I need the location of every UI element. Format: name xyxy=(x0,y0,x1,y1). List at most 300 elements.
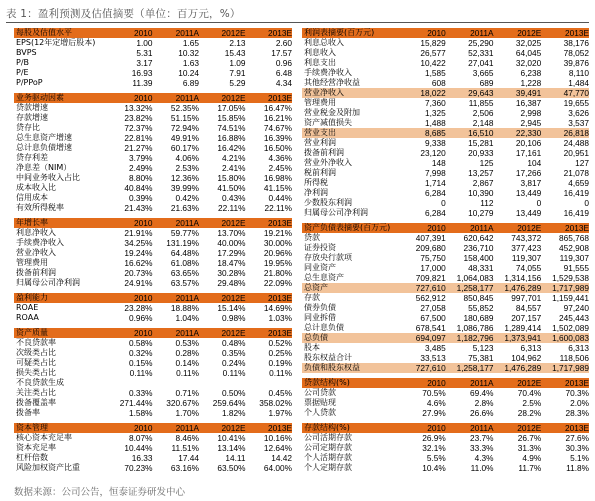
cell-value: 452,908 xyxy=(559,243,589,253)
table-row xyxy=(14,278,292,288)
cell-value: 2.60 xyxy=(275,38,292,48)
cell-value: 29.48% xyxy=(217,278,246,288)
cell-value: 0.58% xyxy=(128,338,153,348)
cell-value: 0.32% xyxy=(128,348,153,358)
cell-value: 0.11% xyxy=(269,368,292,378)
section-title: 盈利能力 xyxy=(14,293,106,303)
cell-value: 49.91% xyxy=(170,133,199,143)
row-label: 贷款增速 xyxy=(16,103,48,112)
cell-value: 23,120 xyxy=(420,148,446,158)
cell-value: 997,701 xyxy=(511,293,542,303)
row-label: 拨备前利润 xyxy=(304,148,344,157)
cell-value: 2.41% xyxy=(221,163,246,173)
cell-value: 1,717,989 xyxy=(541,283,589,293)
table-row xyxy=(302,323,589,333)
cell-value xyxy=(106,378,153,388)
cell-value: 158,400 xyxy=(463,253,494,263)
row-label: 成本收入比 xyxy=(16,183,56,192)
cell-value: 5.5% xyxy=(426,453,446,463)
row-label: 税前利润 xyxy=(304,168,336,177)
cell-value: 21.80% xyxy=(263,268,292,278)
cell-value: 20,933 xyxy=(468,148,494,158)
table-row xyxy=(14,313,292,323)
cell-value: 6,238 xyxy=(520,68,542,78)
table-row xyxy=(14,68,292,78)
row-label: 归属母公司净利润 xyxy=(304,208,368,217)
cell-value: 33,513 xyxy=(420,353,446,363)
cell-value: 17,266 xyxy=(515,168,542,178)
cell-value: 39.99% xyxy=(170,183,199,193)
section-title: 资产质量 xyxy=(14,328,106,338)
row-label: 营业外净收入 xyxy=(304,158,352,167)
cell-value: 0.96% xyxy=(128,313,153,323)
table-row xyxy=(14,268,292,278)
row-label: 资本充足率 xyxy=(16,443,56,452)
section-header xyxy=(14,293,292,303)
cell-value: 15.85% xyxy=(217,113,246,123)
cell-value: 11.7% xyxy=(518,463,542,473)
year-header: 2011A xyxy=(446,378,494,388)
cell-value: 64.48% xyxy=(170,248,199,258)
cell-value: 620,642 xyxy=(463,233,494,243)
cell-value: 27.9% xyxy=(422,408,446,418)
row-label: 公司定期存款 xyxy=(304,443,352,452)
table-row xyxy=(14,388,292,398)
table-row xyxy=(302,233,589,243)
cell-value: 72.37% xyxy=(124,123,153,133)
year-header: 2013E xyxy=(541,378,589,388)
cell-value: 13,449 xyxy=(515,188,542,198)
row-label: 可疑类占比 xyxy=(16,358,56,367)
cell-value xyxy=(153,378,200,388)
table-row xyxy=(14,228,292,238)
cell-value: 9,338 xyxy=(424,138,446,148)
table-row xyxy=(302,128,589,138)
table-row xyxy=(302,58,589,68)
table-row xyxy=(302,188,589,198)
cell-value: 17,000 xyxy=(420,263,446,273)
section-title: 年增长率 xyxy=(14,218,106,228)
cell-value: 21.91% xyxy=(124,228,153,238)
cell-value: 2.53% xyxy=(175,163,199,173)
table-row xyxy=(14,258,292,268)
cell-value: 13.32% xyxy=(124,103,153,113)
row-label: 少数股东利润 xyxy=(304,198,352,207)
cell-value: 1,717,989 xyxy=(541,363,589,373)
table-row xyxy=(14,463,292,473)
row-label: 个人贷款 xyxy=(304,408,336,417)
row-label: 净利润 xyxy=(304,188,328,197)
table-row xyxy=(14,163,292,173)
cell-value: 865,768 xyxy=(559,233,589,243)
cell-value: 1,182,796 xyxy=(446,333,494,343)
cell-value: 18.47% xyxy=(217,258,246,268)
row-label: 拨备覆盖率 xyxy=(16,398,56,407)
cell-value: 75,750 xyxy=(420,253,446,263)
row-label: 总负债 xyxy=(302,333,398,343)
cell-value: 3.79% xyxy=(128,153,153,163)
cell-value: 8.07% xyxy=(128,433,153,443)
cell-value: 16.47% xyxy=(263,103,292,113)
year-header: 2010 xyxy=(398,378,446,388)
section-header xyxy=(14,328,292,338)
year-header: 2012E xyxy=(199,328,246,338)
cell-value: 20.96% xyxy=(263,248,292,258)
cell-value: 4.21% xyxy=(221,153,246,163)
cell-value: 1.65 xyxy=(182,38,199,48)
cell-value xyxy=(199,378,246,388)
cell-value: 19.95% xyxy=(263,258,292,268)
cell-value: 11,855 xyxy=(468,98,494,108)
cell-value: 63.65% xyxy=(170,268,199,278)
cell-value: 7,360 xyxy=(424,98,446,108)
cell-value: 10.16% xyxy=(263,433,292,443)
cell-value: 30.3% xyxy=(565,443,589,453)
cell-value: 17.05% xyxy=(217,103,246,113)
cell-value: 1.04% xyxy=(175,313,199,323)
cell-value: 48,331 xyxy=(468,263,494,273)
row-label: 信用成本 xyxy=(16,193,48,202)
table-row xyxy=(14,38,292,48)
year-header: 2012E xyxy=(199,218,246,228)
cell-value: 259.64% xyxy=(212,398,246,408)
cell-value: 3,537 xyxy=(568,118,589,128)
cell-value: 727,610 xyxy=(398,283,446,293)
row-label: 营业利润 xyxy=(304,138,336,147)
table-row xyxy=(302,168,589,178)
cell-value: 41.15% xyxy=(263,183,292,193)
cell-value: 11.8% xyxy=(566,463,589,473)
cell-value: 0.25% xyxy=(268,348,292,358)
table-row xyxy=(302,38,589,48)
cell-value: 16,419 xyxy=(563,188,589,198)
table-row xyxy=(302,273,589,283)
table-row xyxy=(14,58,292,68)
cell-value: 0.45% xyxy=(268,388,292,398)
table-row xyxy=(302,408,589,418)
row-label: 拨备前利润 xyxy=(16,268,56,277)
year-header: 2013E xyxy=(246,93,293,103)
cell-value: 61.08% xyxy=(170,258,199,268)
cell-value: 10.44% xyxy=(124,443,153,453)
cell-value: 74.67% xyxy=(263,123,292,133)
cell-value: 1.00 xyxy=(136,38,153,48)
cell-value: 74,055 xyxy=(515,263,542,273)
table-row xyxy=(14,453,292,463)
cell-value: 17.57 xyxy=(271,48,292,58)
cell-value: 18,022 xyxy=(398,88,446,98)
cell-value: 6,313 xyxy=(520,343,542,353)
cell-value: 17.29% xyxy=(217,248,246,258)
cell-value: 320.67% xyxy=(166,398,199,408)
cell-value: 20,951 xyxy=(563,148,589,158)
row-label: 损失类占比 xyxy=(16,368,56,377)
year-header: 2010 xyxy=(398,423,446,433)
table-row xyxy=(302,158,589,168)
row-label: 公司活期存款 xyxy=(304,433,352,442)
table-row xyxy=(302,208,589,218)
row-label: 公司贷款 xyxy=(304,388,336,397)
section-header xyxy=(302,378,589,388)
year-header: 2012E xyxy=(494,28,542,38)
year-header: 2012E xyxy=(494,423,542,433)
cell-value: 19,655 xyxy=(563,98,589,108)
cell-value: 0.11% xyxy=(222,368,246,378)
year-header: 2012E xyxy=(199,93,246,103)
cell-value: 112 xyxy=(480,198,494,208)
table-row xyxy=(14,368,292,378)
cell-value: 12.36% xyxy=(170,173,199,183)
cell-value: 16.42% xyxy=(217,143,246,153)
cell-value: 180,689 xyxy=(463,313,494,323)
cell-value: 11.51% xyxy=(171,443,199,453)
cell-value: 16.39% xyxy=(263,133,292,143)
cell-value: 2,148 xyxy=(472,118,494,128)
cell-value: 407,391 xyxy=(415,233,446,243)
cell-value: 119,307 xyxy=(559,253,589,263)
cell-value: 709,821 xyxy=(415,273,446,283)
year-header: 2010 xyxy=(106,423,153,433)
cell-value: 28.3% xyxy=(565,408,589,418)
cell-value: 15.80% xyxy=(217,173,246,183)
cell-value: 1,476,289 xyxy=(494,363,542,373)
cell-value: 0.33% xyxy=(128,388,153,398)
cell-value: 0.71% xyxy=(175,388,199,398)
cell-value: 16.50% xyxy=(263,143,292,153)
cell-value: 127 xyxy=(575,158,589,168)
cell-value: 0.19% xyxy=(268,358,292,368)
table-row xyxy=(302,48,589,58)
cell-value: 5.1% xyxy=(570,453,589,463)
cell-value: 21.63% xyxy=(170,203,199,213)
year-header: 2013E xyxy=(246,423,293,433)
row-label: 手续费净收入 xyxy=(16,238,64,247)
table-row xyxy=(302,313,589,323)
table-row xyxy=(302,68,589,78)
cell-value: 1,476,289 xyxy=(494,283,542,293)
cell-value: 26.6% xyxy=(469,408,494,418)
cell-value: 104 xyxy=(527,158,542,168)
table-row xyxy=(14,443,292,453)
cell-value: 39,491 xyxy=(494,88,542,98)
table-row xyxy=(14,408,292,418)
cell-value: 689 xyxy=(479,78,494,88)
cell-value: 0.11% xyxy=(129,368,153,378)
cell-value: 59.77% xyxy=(170,228,199,238)
table-row xyxy=(302,388,589,398)
row-label: 存款增速 xyxy=(16,113,48,122)
cell-value: 1,600,083 xyxy=(541,333,589,343)
cell-value: 3,485 xyxy=(424,343,446,353)
row-label: 杠杆倍数 xyxy=(16,453,48,462)
table-row xyxy=(302,343,589,353)
table-row xyxy=(14,248,292,258)
cell-value: 743,372 xyxy=(511,233,542,243)
row-label: 股东权益合计 xyxy=(304,353,352,362)
cell-value: 18.88% xyxy=(170,303,199,313)
cell-value: 16.93 xyxy=(131,68,153,78)
row-label: 贷存利差 xyxy=(16,153,48,162)
cell-value: 22.09% xyxy=(263,278,292,288)
year-header: 2013E xyxy=(541,28,589,38)
table-row xyxy=(302,148,589,158)
year-header: 2012E xyxy=(199,423,246,433)
cell-value: 2.45% xyxy=(268,163,292,173)
cell-value: 0.44% xyxy=(268,193,292,203)
cell-value: 0 xyxy=(584,198,589,208)
cell-value: 52,331 xyxy=(468,48,494,58)
table-row xyxy=(302,178,589,188)
year-header: 2011A xyxy=(446,423,494,433)
row-label: 总资产 xyxy=(302,283,398,293)
cell-value: 39,876 xyxy=(563,58,589,68)
cell-value: 4.9% xyxy=(522,453,542,463)
cell-value: 118,506 xyxy=(559,353,589,363)
left-column xyxy=(14,28,292,473)
row-label: 管理费用 xyxy=(16,258,48,267)
row-label: 中间业务收入占比 xyxy=(16,173,80,182)
cell-value: 727,610 xyxy=(398,363,446,373)
cell-value: 26.9% xyxy=(422,433,446,443)
row-label: 票据贴现 xyxy=(304,398,336,407)
year-header: 2010 xyxy=(106,28,153,38)
cell-value: 13,257 xyxy=(468,168,494,178)
cell-value: 1.97% xyxy=(268,408,292,418)
year-header: 2011A xyxy=(153,293,200,303)
row-label: 债券负债 xyxy=(304,303,336,312)
cell-value: 0.48% xyxy=(221,338,246,348)
cell-value: 63.50% xyxy=(217,463,246,473)
cell-value: 0 xyxy=(536,198,542,208)
cell-value: 16.21% xyxy=(263,113,292,123)
cell-value: 41.50% xyxy=(217,183,246,193)
cell-value: 1,585 xyxy=(424,68,446,78)
cell-value: 60.17% xyxy=(170,143,199,153)
row-label: 核心资本充足率 xyxy=(16,433,72,442)
cell-value: 0.50% xyxy=(221,388,246,398)
cell-value: 6,284 xyxy=(424,188,446,198)
cell-value: 1,086,786 xyxy=(456,323,494,333)
year-header: 2013E xyxy=(246,28,293,38)
table-row xyxy=(302,353,589,363)
cell-value: 148 xyxy=(431,158,446,168)
cell-value: 4,659 xyxy=(568,178,589,188)
cell-value: 1.09 xyxy=(229,58,246,68)
cell-value: 0.96 xyxy=(275,58,292,68)
year-header: 2013E xyxy=(246,293,293,303)
cell-value: 23.82% xyxy=(124,113,153,123)
row-label: 存款 xyxy=(304,293,320,302)
table-row xyxy=(14,303,292,313)
cell-value: 10,422 xyxy=(420,58,446,68)
cell-value: 6.48 xyxy=(275,68,292,78)
section-header xyxy=(14,218,292,228)
cell-value: 23.28% xyxy=(124,303,153,313)
cell-value: 7,998 xyxy=(424,168,446,178)
row-label: 营业净收入 xyxy=(302,88,398,98)
table-row xyxy=(302,398,589,408)
cell-value: 1,064,083 xyxy=(456,273,494,283)
table-row xyxy=(302,283,589,293)
cell-value: 562,912 xyxy=(415,293,446,303)
row-label: 负债和股东权益 xyxy=(302,363,398,373)
row-label: 利息支出 xyxy=(304,58,336,67)
cell-value: 22,330 xyxy=(494,128,542,138)
cell-value: 16,387 xyxy=(515,98,542,108)
table-row xyxy=(14,153,292,163)
cell-value: 2,945 xyxy=(520,118,542,128)
cell-value: 13.14% xyxy=(217,443,246,453)
row-label: 其他经营净收益 xyxy=(304,78,360,87)
row-label: ROAE xyxy=(16,303,39,312)
cell-value: 32,025 xyxy=(515,38,542,48)
cell-value: 40.00% xyxy=(217,238,246,248)
row-label: 不良贷款率 xyxy=(16,338,56,347)
cell-value: 69.4% xyxy=(469,388,494,398)
cell-value: 28.2% xyxy=(517,408,542,418)
cell-value: 63.16% xyxy=(170,463,199,473)
cell-value: 0.39% xyxy=(128,193,153,203)
cell-value: 26,818 xyxy=(541,128,589,138)
cell-value: 1,714 xyxy=(424,178,446,188)
table-row xyxy=(14,173,292,183)
cell-value: 31.3% xyxy=(517,443,542,453)
table-row xyxy=(14,103,292,113)
cell-value: 104,962 xyxy=(511,353,542,363)
table-row xyxy=(302,363,589,373)
table-row xyxy=(302,263,589,273)
cell-value: 10.32 xyxy=(178,48,199,58)
table-row xyxy=(14,193,292,203)
cell-value: 5.29 xyxy=(229,78,246,88)
cell-value: 30.00% xyxy=(263,238,292,248)
cell-value: 23.7% xyxy=(469,433,494,443)
cell-value: 32.1% xyxy=(422,443,446,453)
table-row xyxy=(302,138,589,148)
cell-value: 52.35% xyxy=(170,103,199,113)
cell-value: 377,423 xyxy=(511,243,542,253)
cell-value: 19.24% xyxy=(124,248,153,258)
cell-value: 1.82% xyxy=(221,408,246,418)
section-header xyxy=(302,423,589,433)
cell-value: 0 xyxy=(441,198,446,208)
cell-value: 2.49% xyxy=(128,163,153,173)
cell-value: 64.00% xyxy=(263,463,292,473)
year-header: 2013E xyxy=(246,328,293,338)
cell-value: 22.11% xyxy=(217,203,246,213)
cell-value: 70.4% xyxy=(517,388,542,398)
cell-value: 0.53% xyxy=(175,338,199,348)
cell-value: 2.0% xyxy=(570,398,589,408)
section-header xyxy=(302,28,589,38)
cell-value: 13,449 xyxy=(515,208,542,218)
cell-value: 12.64% xyxy=(263,443,292,453)
cell-value: 22.81% xyxy=(124,133,153,143)
row-label: 利息净收入 xyxy=(16,228,56,237)
row-label: 证券投资 xyxy=(304,243,336,252)
section-title: 贷款结构(%) xyxy=(302,378,398,388)
cell-value: 16.88% xyxy=(217,133,246,143)
table-row xyxy=(302,253,589,263)
cell-value: 16.98% xyxy=(263,173,292,183)
table-row xyxy=(302,453,589,463)
year-header: 2011A xyxy=(153,93,200,103)
row-label: 个人活期存款 xyxy=(304,453,352,462)
section-header xyxy=(302,223,589,233)
row-label: 资产减值损失 xyxy=(304,118,352,127)
cell-value: 15,829 xyxy=(420,38,446,48)
cell-value: 26.7% xyxy=(517,433,542,443)
